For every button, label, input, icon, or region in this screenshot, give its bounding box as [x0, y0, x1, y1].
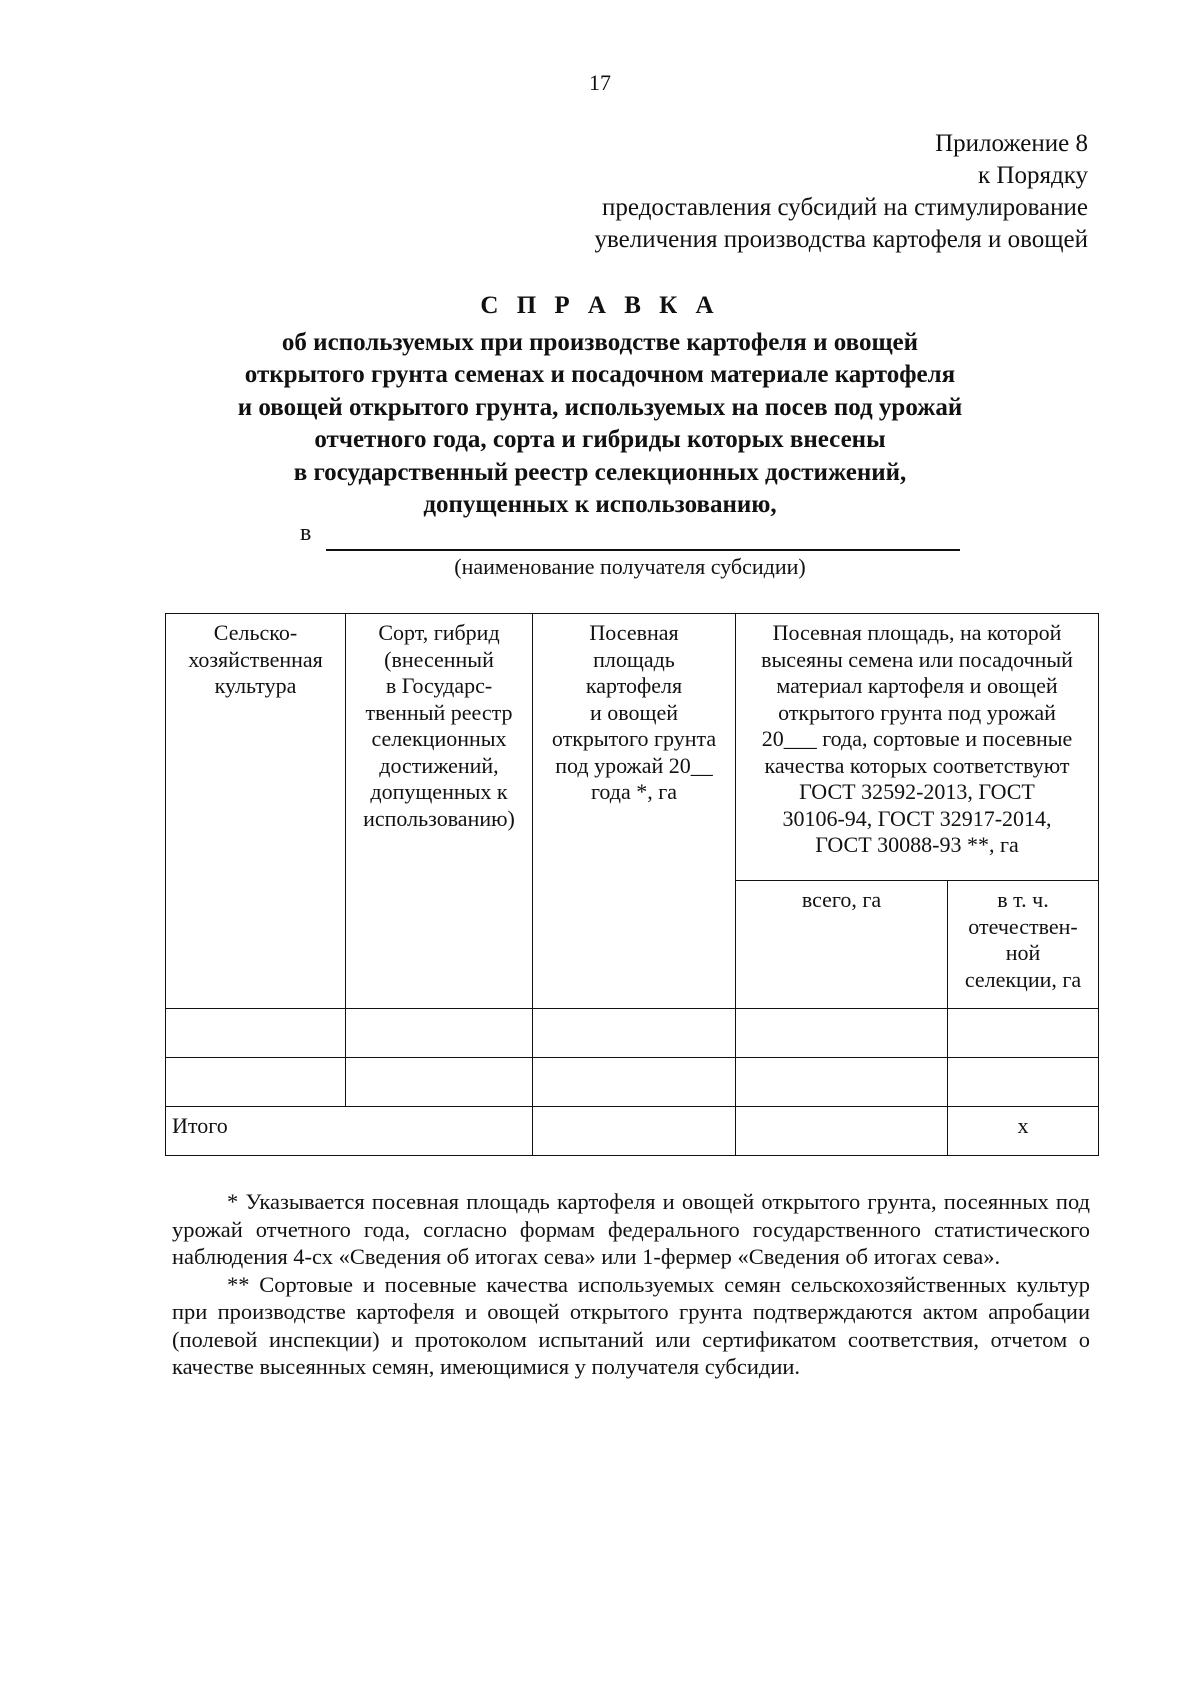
header-text: Сорт, гибрид	[378, 620, 500, 645]
header-text: 20___ года, сортовые и посевные	[761, 726, 1073, 751]
header-text: картофеля	[585, 673, 683, 698]
total-mark: х	[948, 1107, 1099, 1156]
report-table	[165, 613, 1099, 1156]
header-text: использованию)	[363, 805, 515, 831]
table-cell	[166, 1009, 346, 1058]
title-line: открытого грунта семенах и посадочном материале картофеля	[244, 361, 956, 388]
title-line: допущенных к использованию,	[423, 491, 777, 518]
title-word: С П Р А В К А	[480, 292, 720, 319]
header-text: года *, га	[590, 779, 678, 804]
header-text: качества которых соответствуют	[764, 752, 1070, 778]
appendix-header	[594, 128, 1088, 256]
header-text: в Государс-	[385, 673, 493, 698]
title-line: и овощей открытого грунта, используемых на посев под урожай	[237, 393, 963, 421]
header-text: Посевная	[589, 620, 679, 645]
footnote-1: * Указывается посевная площадь картофеля и овощей открытого грунта, посеянных под урожай отчетного года, согласно формам федерального государственного статистического наблюдения 4-сх «Сведения об итогах сева» или 1-фермер «Сведения об итогах сева».	[172, 1189, 1090, 1269]
header-certified-area	[736, 614, 1099, 881]
title-line: отчетного года, сорта и гибриды которых внесены	[314, 426, 886, 453]
header-crop	[166, 614, 346, 1009]
table-cell	[166, 1058, 346, 1107]
document-title	[0, 290, 1200, 522]
header-text: ной	[1005, 940, 1041, 965]
header-text: площадь	[593, 646, 675, 672]
header-sown-area	[533, 614, 736, 1009]
table-cell	[533, 1009, 736, 1058]
header-text: культура	[214, 673, 297, 698]
header-text: открытого грунта под урожай	[778, 699, 1056, 725]
appendix-line: предоставления субсидий на стимулирование	[602, 194, 1088, 221]
table-cell	[948, 1058, 1099, 1107]
table-cell	[736, 1107, 948, 1156]
table-row	[166, 1009, 1099, 1058]
table-cell	[948, 1009, 1099, 1058]
header-text: и овощей	[590, 699, 678, 725]
recipient-blank-line	[326, 549, 960, 551]
header-text: Сельско-	[213, 620, 298, 645]
header-text: селекционных	[371, 726, 507, 751]
table-cell	[346, 1058, 533, 1107]
header-text: открытого грунта	[551, 726, 717, 751]
header-text: допущенных к	[370, 779, 508, 804]
total-label: Итого	[166, 1107, 533, 1156]
header-text: материал картофеля и овощей	[776, 673, 1058, 698]
subheader-total: всего, га	[736, 881, 948, 1009]
table-cell	[346, 1009, 533, 1058]
header-text: 30106-94, ГОСТ 32917-2014,	[782, 805, 1052, 831]
appendix-line: к Порядку	[978, 162, 1088, 189]
header-text: (внесенный	[384, 646, 494, 672]
header-text: высеяны семена или посадочный	[761, 646, 1073, 672]
header-text: Посевная площадь, на которой	[772, 620, 1062, 645]
table-row	[166, 1058, 1099, 1107]
table-cell	[533, 1107, 736, 1156]
total-row	[166, 1107, 1099, 1156]
page-number: 17	[589, 70, 611, 95]
appendix-line: Приложение 8	[935, 130, 1088, 157]
header-text: хозяйственная	[188, 646, 323, 672]
footnotes	[172, 1188, 1090, 1381]
header-text: селекции, га	[964, 966, 1082, 992]
subheader-domestic	[948, 881, 1099, 1009]
header-variety	[346, 614, 533, 1009]
table-cell	[736, 1009, 948, 1058]
table-cell	[533, 1058, 736, 1107]
header-text: отечествен-	[968, 913, 1078, 939]
table-cell	[736, 1058, 948, 1107]
recipient-prefix: в	[300, 520, 312, 546]
header-text: в т. ч.	[997, 887, 1049, 912]
header-text: под урожай 20__	[555, 752, 713, 778]
header-text: ГОСТ 32592-2013, ГОСТ	[799, 779, 1035, 804]
header-text: достижений,	[379, 752, 499, 778]
title-line: в государственный реестр селекционных достижений,	[293, 458, 907, 486]
footnote-2: ** Сортовые и посевные качества используемых семян сельскохозяйственных культур при производстве картофеля и овощей открытого грунта подтверждаются актом апробации (полевой инспекции) и протоколом испытаний или сертификатом соответствия, отчетом о качестве высеянных семян, имеющимися у получателя субсидии.	[172, 1271, 1090, 1379]
header-text: твенный реестр	[365, 699, 513, 725]
appendix-line: увеличения производства картофеля и овощей	[594, 226, 1088, 253]
header-text: ГОСТ 30088-93 **, га	[815, 832, 1019, 857]
title-line: об используемых при производстве картофеля и овощей	[281, 328, 919, 356]
recipient-note: (наименование получателя субсидии)	[454, 554, 806, 579]
